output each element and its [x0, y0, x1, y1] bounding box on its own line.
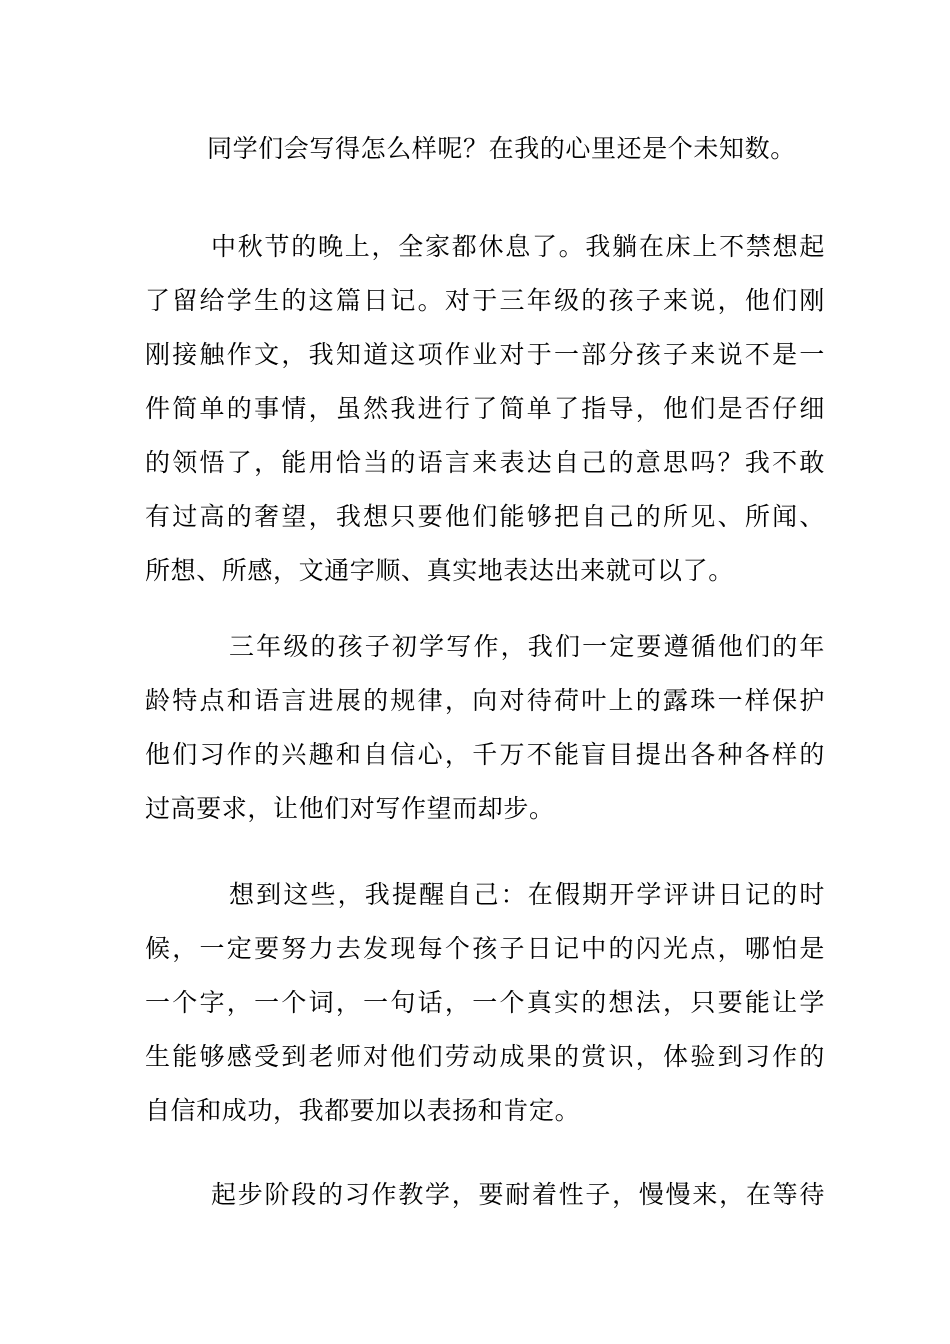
paragraph-5	[145, 1168, 825, 1222]
paragraph-line: 三年级的孩子初学写作，我们一定要遵循他们的年	[229, 632, 825, 661]
paragraph-line: 起步阶段的习作教学，要耐着性子，慢慢来，在等待	[211, 1180, 825, 1209]
paragraph-line: 件简单的事情，虽然我进行了简单了指导，他们是否仔细	[145, 394, 825, 423]
paragraph-line: 候，一定要努力去发现每个孩子日记中的闪光点，哪怕是	[145, 934, 825, 963]
paragraph-line: 想到这些，我提醒自己：在假期开学评讲日记的时	[229, 880, 825, 909]
paragraph-line: 刚接触作文，我知道这项作业对于一部分孩子来说不是一	[145, 340, 825, 369]
paragraph-line: 他们习作的兴趣和自信心，千万不能盲目提出各种各样的	[145, 740, 825, 769]
paragraph-line: 生能够感受到老师对他们劳动成果的赏识，体验到习作的	[145, 1042, 825, 1071]
paragraph-line: 中秋节的晚上，全家都休息了。我躺在床上不禁想起	[211, 232, 825, 261]
paragraph-1	[145, 122, 825, 176]
paragraph-line: 一个字，一个词，一句话，一个真实的想法，只要能让学	[145, 988, 825, 1017]
paragraph-2	[145, 220, 825, 598]
paragraph-line: 龄特点和语言进展的规律，向对待荷叶上的露珠一样保护	[145, 686, 825, 715]
paragraph-line: 的领悟了，能用恰当的语言来表达自己的意思吗？我不敢	[145, 448, 825, 477]
paragraph-line: 同学们会写得怎么样呢？在我的心里还是个未知数。	[207, 134, 796, 163]
paragraph-line: 自信和成功，我都要加以表扬和肯定。	[145, 1096, 581, 1125]
paragraph-4	[145, 868, 825, 1138]
paragraph-line: 了留给学生的这篇日记。对于三年级的孩子来说，他们刚	[145, 286, 825, 315]
paragraph-line: 所想、所感，文通字顺、真实地表达出来就可以了。	[145, 556, 734, 585]
paragraph-line: 有过高的奢望，我想只要他们能够把自己的所见、所闻、	[145, 502, 825, 531]
paragraph-3	[145, 620, 825, 836]
paragraph-line: 过高要求，让他们对写作望而却步。	[145, 794, 555, 823]
